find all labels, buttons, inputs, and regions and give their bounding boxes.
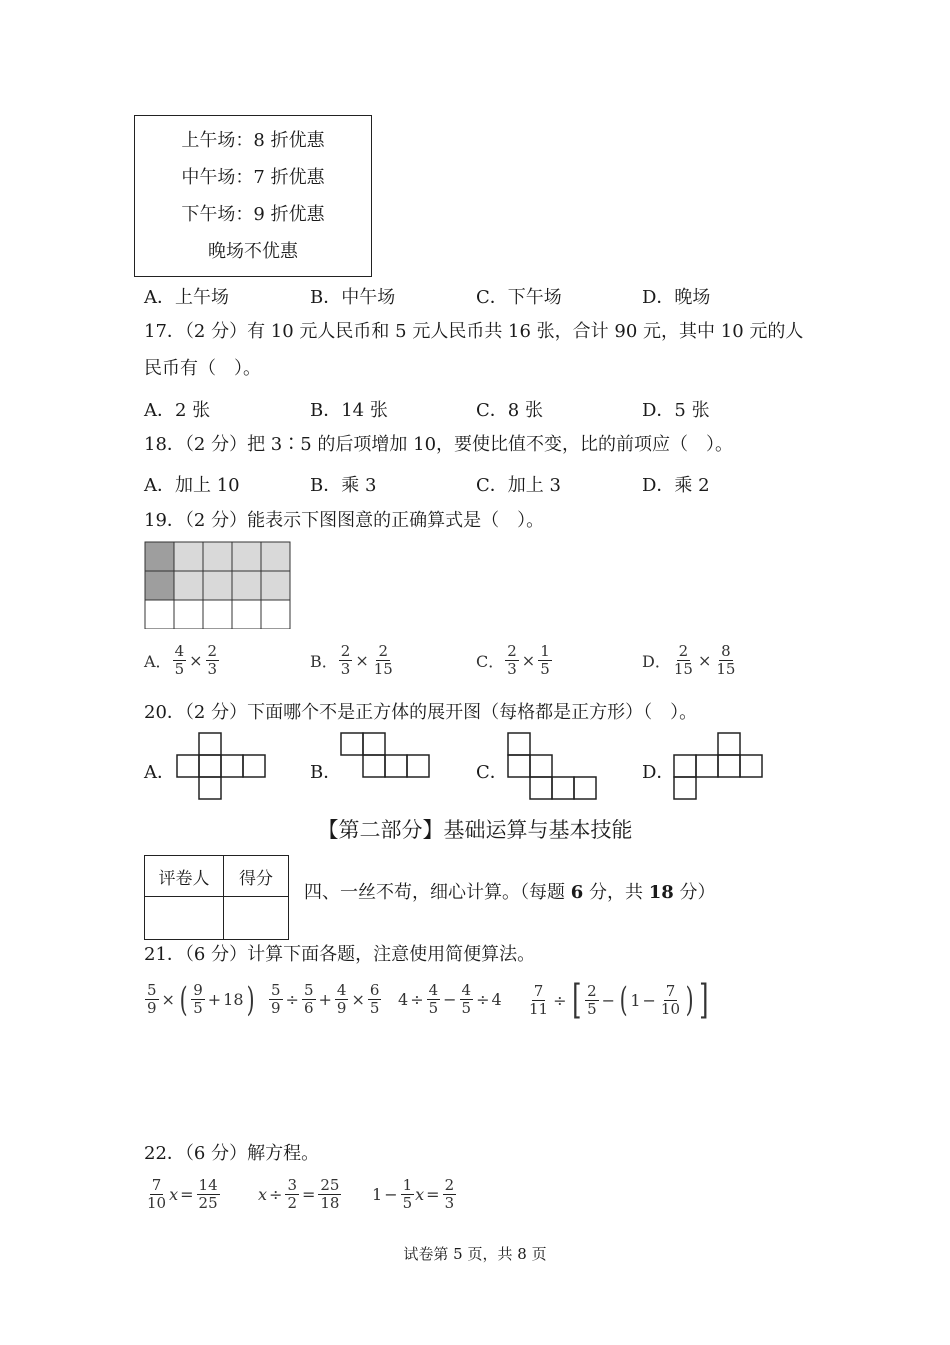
section-title: 【第二部分】基础运算与基本技能 — [317, 818, 633, 842]
number: 1 — [630, 990, 641, 1010]
denominator: 5 — [193, 999, 203, 1017]
q22-text: 22．（6 分）解方程。 — [144, 1143, 320, 1164]
grid-cell — [203, 542, 232, 571]
grid-cell — [203, 571, 232, 600]
q19-option-c-label: C． — [476, 652, 505, 671]
fraction — [460, 982, 474, 1017]
minus-sign: − — [642, 990, 656, 1010]
times-sign: × — [189, 651, 203, 670]
q16-option-d: D．晚场 — [642, 287, 711, 308]
fraction — [401, 1177, 415, 1212]
grid-cell — [174, 571, 203, 600]
numerator: 1 — [402, 1176, 413, 1194]
fraction — [538, 643, 552, 678]
times-sign: × — [697, 651, 712, 670]
denominator: 15 — [373, 660, 393, 678]
q17-option-d: D．5 张 — [642, 400, 710, 421]
fraction — [368, 982, 382, 1017]
equals-sign: = — [426, 1185, 440, 1204]
q21-expression-1 — [144, 979, 257, 1020]
grid-cell — [145, 571, 174, 600]
divide-sign: ÷ — [269, 1185, 283, 1204]
grid-cell — [232, 600, 261, 629]
denominator: 3 — [207, 660, 218, 678]
q18-option-a: A．加上 10 — [144, 475, 240, 496]
fraction — [372, 643, 395, 678]
numerator: 5 — [271, 981, 281, 999]
variable-x: x — [258, 1185, 268, 1204]
numerator: 1 — [540, 642, 550, 660]
q18-option-b: B．乘 3 — [310, 475, 377, 496]
numerator: 2 — [587, 981, 597, 1000]
grid-cell — [145, 542, 174, 571]
numerator: 4 — [461, 981, 472, 999]
promo-box — [134, 115, 372, 277]
grid-cell — [174, 542, 203, 571]
fraction — [714, 643, 737, 678]
grid-cell — [261, 542, 290, 571]
promo-line-afternoon: 下午场：9 折优惠 — [181, 204, 325, 225]
fraction — [285, 1177, 299, 1212]
numerator: 2 — [507, 642, 517, 660]
times-sign: × — [521, 651, 536, 670]
q21-expression-3 — [398, 982, 502, 1017]
q18-option-c: C．加上 3 — [476, 475, 561, 496]
q20-label-d: D． — [642, 762, 675, 783]
times-sign: × — [351, 990, 365, 1009]
q21-expression-2 — [268, 982, 382, 1017]
q19-option-a — [144, 643, 220, 678]
numerator: 14 — [198, 1176, 218, 1194]
q22-equation-1 — [144, 1177, 221, 1212]
plus-sign: + — [318, 990, 332, 1009]
fraction — [145, 982, 159, 1017]
fraction — [145, 1177, 168, 1212]
right-paren: ) — [685, 980, 694, 1020]
fraction — [269, 982, 283, 1017]
variable-x: x — [169, 1185, 179, 1204]
denominator: 6 — [303, 999, 314, 1017]
q20-label-c: C． — [476, 762, 508, 783]
part4-heading-total: 18 — [648, 882, 674, 903]
equals-sign: = — [180, 1185, 194, 1204]
score-table-score-cell — [224, 897, 289, 940]
numerator: 7 — [533, 981, 544, 1000]
denominator: 3 — [444, 1194, 455, 1212]
denominator: 9 — [336, 999, 347, 1017]
q17-option-b: B．14 张 — [310, 400, 388, 421]
denominator: 15 — [673, 660, 693, 678]
score-table-header-score: 得分 — [224, 856, 289, 897]
plus-sign: + — [207, 990, 222, 1009]
part4-heading-post: 分） — [673, 882, 716, 903]
q16-option-a: A．上午场 — [144, 287, 229, 308]
q19-option-b — [310, 643, 396, 678]
left-paren: ( — [619, 980, 628, 1020]
denominator: 9 — [271, 999, 281, 1017]
q22-equation-2 — [258, 1177, 342, 1212]
score-table-grader-cell — [145, 897, 224, 940]
denominator: 11 — [529, 999, 549, 1018]
promo-line-morning: 上午场：8 折优惠 — [181, 130, 325, 151]
numerator: 25 — [320, 1176, 340, 1194]
q19-option-b-label: B． — [310, 652, 338, 671]
score-table — [144, 855, 289, 940]
fraction — [443, 1177, 457, 1212]
promo-line-noon: 中午场：7 折优惠 — [181, 167, 325, 188]
page-footer: 试卷第 5 页，共 8 页 — [403, 1245, 547, 1263]
q21-expression-4 — [526, 977, 712, 1023]
q17-option-c: C．8 张 — [476, 400, 543, 421]
number: 4 — [398, 990, 409, 1009]
q16-option-c: C．下午场 — [476, 287, 562, 308]
divide-sign: ÷ — [476, 990, 490, 1009]
numerator: 2 — [678, 642, 689, 660]
promo-line-evening: 晚场不优惠 — [208, 241, 298, 262]
number: 1 — [372, 1185, 383, 1204]
numerator: 2 — [444, 1176, 455, 1194]
denominator: 15 — [716, 660, 736, 678]
numerator: 4 — [428, 981, 439, 999]
q19-option-c — [476, 643, 553, 678]
denominator: 5 — [540, 660, 550, 678]
numerator: 2 — [378, 642, 389, 660]
denominator: 9 — [147, 999, 157, 1017]
fraction — [206, 643, 220, 678]
numerator: 7 — [151, 1176, 162, 1194]
fraction — [672, 643, 695, 678]
q17-line2: 民币有（ ）。 — [144, 358, 261, 379]
fraction — [197, 1177, 220, 1212]
denominator: 10 — [147, 1194, 167, 1212]
left-paren: ( — [179, 979, 188, 1020]
denominator: 5 — [174, 660, 185, 678]
grid-cell — [203, 600, 232, 629]
q21-text: 21．（6 分）计算下面各题，注意使用简便算法。 — [144, 944, 536, 965]
q19-option-d — [642, 643, 738, 678]
part4-heading-pre: 四、一丝不苟，细心计算。（每题 — [304, 882, 571, 903]
part4-heading-points: 6 — [570, 882, 584, 903]
q20-text: 20．（2 分）下面哪个不是正方体的展开图（每格都是正方形）（ ）。 — [144, 702, 698, 723]
fraction — [339, 643, 353, 678]
fraction — [427, 982, 441, 1017]
numerator: 9 — [193, 981, 203, 999]
numerator: 4 — [336, 981, 347, 999]
grid-cell — [261, 571, 290, 600]
variable-x: x — [415, 1185, 425, 1204]
fraction — [527, 983, 550, 1018]
denominator: 2 — [287, 1194, 297, 1212]
minus-sign: − — [443, 990, 457, 1009]
grid-cell — [145, 600, 174, 629]
minus-sign: − — [384, 1185, 398, 1204]
denominator: 18 — [320, 1194, 340, 1212]
fraction — [302, 982, 316, 1017]
divide-sign: ÷ — [553, 990, 567, 1010]
numerator: 7 — [665, 981, 676, 1000]
right-paren: ) — [246, 979, 255, 1020]
fraction — [335, 982, 349, 1017]
part4-heading — [304, 880, 716, 906]
fraction — [585, 983, 599, 1018]
numerator: 2 — [207, 642, 218, 660]
q19-option-a-label: A． — [144, 652, 172, 671]
numerator: 5 — [303, 981, 314, 999]
denominator: 10 — [660, 999, 681, 1018]
number: 18 — [223, 990, 244, 1009]
q22-equation-3 — [372, 1177, 457, 1212]
fraction — [191, 982, 205, 1017]
q20-label-a: A． — [144, 762, 175, 783]
number: 4 — [491, 990, 502, 1009]
numerator: 8 — [721, 642, 731, 660]
denominator: 5 — [428, 999, 439, 1017]
numerator: 2 — [340, 642, 351, 660]
grid-cell — [232, 542, 261, 571]
score-table-header-grader: 评卷人 — [145, 856, 224, 897]
denominator: 3 — [340, 660, 351, 678]
numerator: 4 — [174, 642, 185, 660]
numerator: 5 — [147, 981, 157, 999]
q17-option-a: A．2 张 — [144, 400, 211, 421]
times-sign: × — [161, 990, 175, 1009]
denominator: 5 — [402, 1194, 413, 1212]
grid-cell — [261, 600, 290, 629]
fraction — [505, 643, 519, 678]
q19-fraction-grid — [144, 541, 292, 629]
numerator: 6 — [369, 981, 380, 999]
part4-heading-mid: 分，共 — [583, 882, 649, 903]
grid-cell — [174, 600, 203, 629]
denominator: 3 — [507, 660, 517, 678]
right-bracket: ] — [699, 977, 709, 1023]
left-bracket: [ — [571, 977, 581, 1023]
times-sign: × — [355, 651, 369, 670]
q20-label-b: B． — [310, 762, 342, 783]
equals-sign: = — [301, 1185, 316, 1204]
q18-text: 18．（2 分）把 3∶5 的后项增加 10，要使比值不变，比的前项应（ ）。 — [144, 434, 734, 455]
q19-option-d-label: D． — [642, 652, 671, 671]
cube-net-c — [507, 732, 599, 800]
denominator: 25 — [198, 1194, 218, 1212]
divide-sign: ÷ — [285, 990, 299, 1009]
q19-text: 19．（2 分）能表示下图图意的正确算式是（ ）。 — [144, 510, 545, 531]
cube-net-b — [340, 732, 432, 778]
denominator: 5 — [587, 999, 597, 1018]
fraction — [659, 983, 682, 1018]
fraction — [173, 643, 187, 678]
grid-cell — [232, 571, 261, 600]
numerator: 3 — [287, 1176, 297, 1194]
denominator: 5 — [369, 999, 380, 1017]
q18-option-d: D．乘 2 — [642, 475, 710, 496]
fraction — [318, 1177, 341, 1212]
q16-option-b: B．中午场 — [310, 287, 396, 308]
cube-net-d — [673, 732, 765, 800]
minus-sign: − — [601, 990, 616, 1010]
divide-sign: ÷ — [410, 990, 424, 1009]
denominator: 5 — [461, 999, 472, 1017]
q17-line1: 17．（2 分）有 10 元人民币和 5 元人民币共 16 张，合计 90 元，其中 10 元的人 — [144, 321, 804, 342]
cube-net-a — [176, 732, 268, 800]
